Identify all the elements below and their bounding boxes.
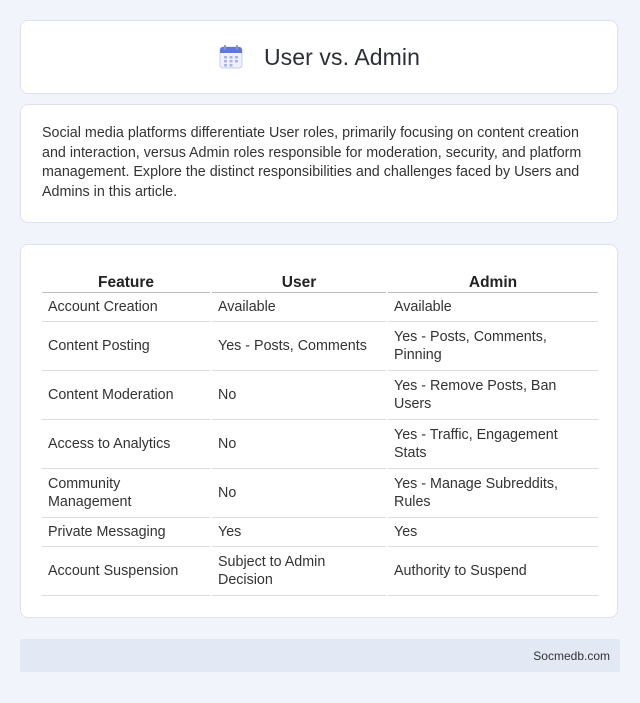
table-row [42, 293, 598, 322]
user-cell: No [212, 371, 386, 420]
admin-cell: Yes - Posts, Comments, Pinning [388, 322, 598, 371]
admin-cell: Authority to Suspend [388, 547, 598, 596]
calendar-icon [218, 44, 244, 70]
table-header-row [42, 265, 598, 293]
user-cell: Subject to Admin Decision [212, 547, 386, 596]
intro-paragraph: Social media platforms differentiate User roles, primarily focusing on content creation and interaction, versus Admin roles responsible for moderation, security, and platform management. Explore the distinct responsibilities and challenges faced by Users and Admins in this article. [42, 125, 582, 200]
feature-cell: Account Suspension [42, 547, 210, 596]
user-cell: Available [212, 293, 386, 322]
admin-cell: Yes - Remove Posts, Ban Users [388, 371, 598, 420]
user-cell: No [212, 420, 386, 469]
user-cell: Yes - Posts, Comments [212, 322, 386, 371]
table-row [42, 547, 598, 596]
title-wrap [218, 44, 420, 71]
admin-cell: Yes [388, 518, 598, 547]
feature-cell: Access to Analytics [42, 420, 210, 469]
table-row [42, 469, 598, 518]
intro-card [20, 104, 618, 223]
table-row [42, 322, 598, 371]
column-header-user: User [212, 265, 386, 293]
user-cell: No [212, 469, 386, 518]
title-card [20, 20, 618, 94]
comparison-card [20, 244, 618, 618]
feature-cell: Content Posting [42, 322, 210, 371]
table-row [42, 420, 598, 469]
user-cell: Yes [212, 518, 386, 547]
admin-cell: Yes - Manage Subreddits, Rules [388, 469, 598, 518]
footer [20, 639, 620, 672]
feature-cell: Community Management [42, 469, 210, 518]
feature-cell: Account Creation [42, 293, 210, 322]
table-row [42, 518, 598, 547]
footer-site-name: Socmedb.com [533, 648, 610, 663]
feature-cell: Content Moderation [42, 371, 210, 420]
page-title: User vs. Admin [263, 43, 421, 70]
feature-cell: Private Messaging [42, 518, 210, 547]
comparison-table [40, 265, 600, 596]
admin-cell: Yes - Traffic, Engagement Stats [388, 420, 598, 469]
table-row [42, 371, 598, 420]
admin-cell: Available [388, 293, 598, 322]
column-header-feature: Feature [42, 265, 210, 293]
column-header-admin: Admin [388, 265, 598, 293]
